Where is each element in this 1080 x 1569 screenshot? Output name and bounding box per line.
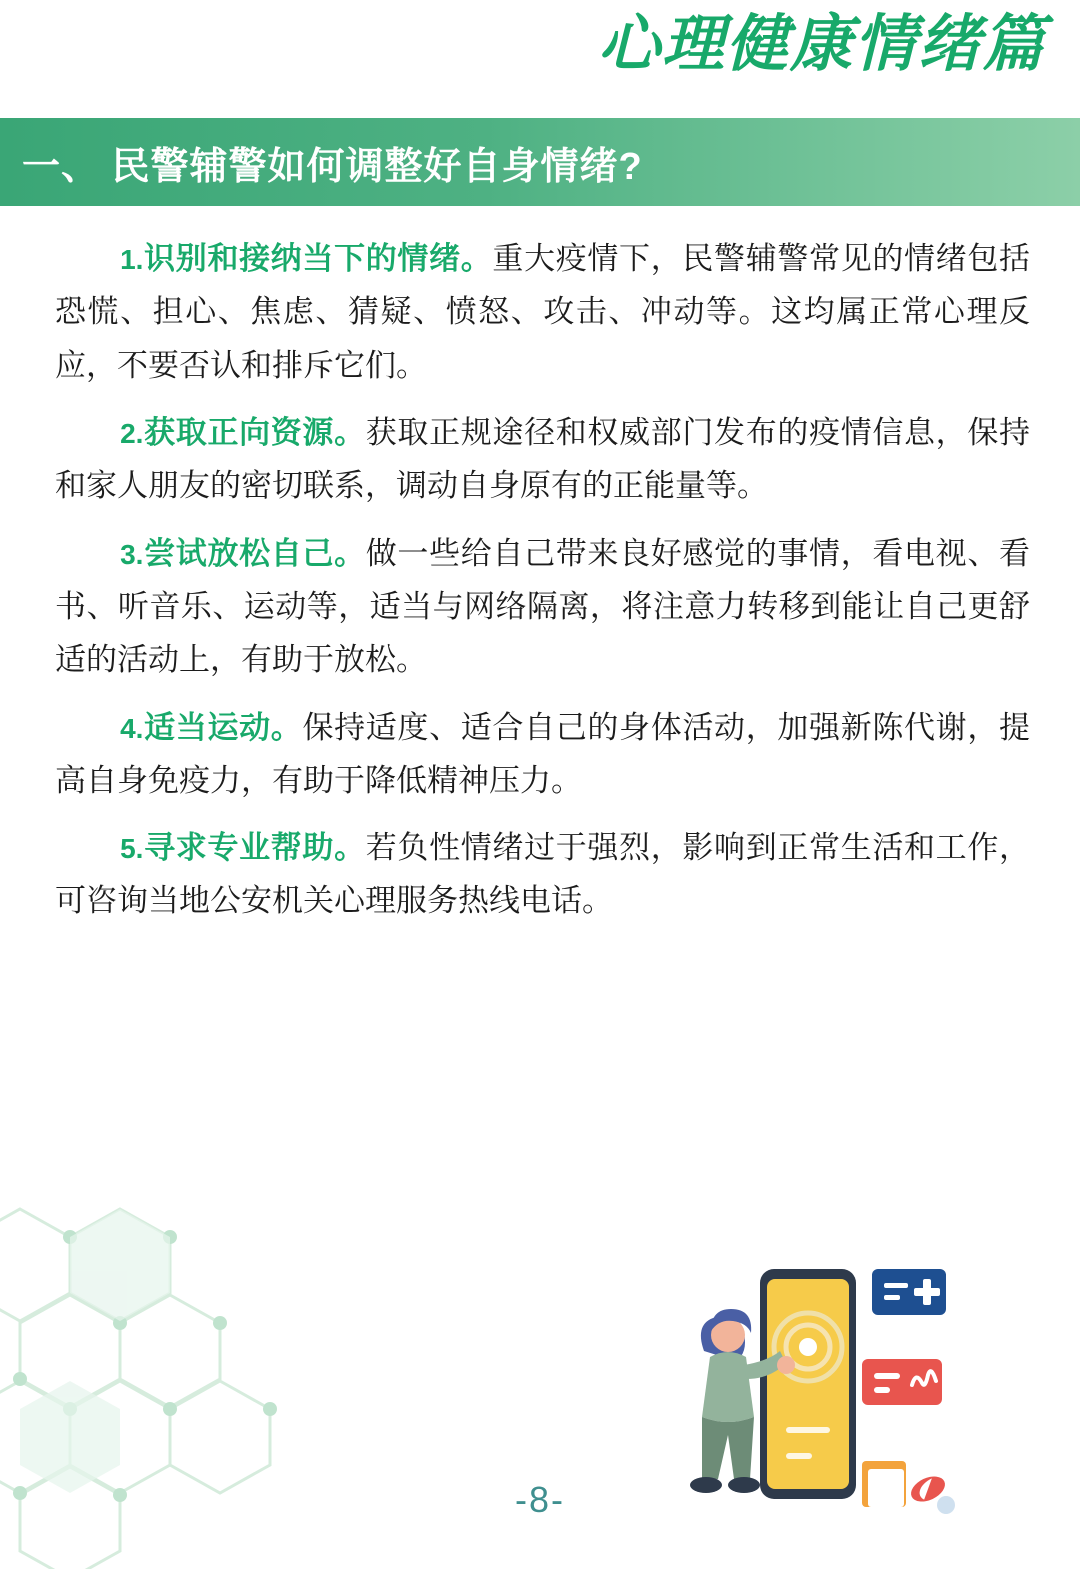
article-body (55, 232, 1030, 942)
page-header (0, 0, 1080, 118)
paragraph-3-lead: 尝试放松自己。 (143, 535, 366, 571)
paragraph-2-text: 获取正规途径和权威部门发布的疫情信息，保持和家人朋友的密切联系，调动自身原有的正能量等。 (55, 414, 1031, 504)
paragraph-5-number: 5. (120, 833, 144, 865)
paragraph-2-lead: 获取正向资源。 (143, 414, 366, 450)
paragraph-3 (55, 527, 1030, 687)
paragraph-4-text: 保持适度、适合自己的身体活动，加强新陈代谢，提高自身免疫力，有助于降低精神压力。 (55, 709, 1031, 798)
paragraph-3-text: 做一些给自己带来良好感觉的事情，看电视、看书、听音乐、运动等，适当与网络隔离，将注意力转移到能让自己更舒适的活动上，有助于放松。 (55, 535, 1031, 678)
paragraph-2-number: 2. (120, 417, 144, 449)
paragraph-4 (55, 701, 1030, 808)
paragraph-4-lead: 适当运动。 (143, 709, 303, 745)
page-number: -8- (515, 1479, 565, 1520)
paragraph-2 (55, 406, 1030, 513)
paragraph-3-number: 3. (120, 538, 144, 570)
paragraph-5 (55, 821, 1030, 928)
section-heading-text: 一、 民警辅警如何调整好自身情绪? (22, 145, 643, 188)
paragraph-1-lead: 识别和接纳当下的情绪。 (143, 241, 493, 276)
section-heading-bar (0, 118, 1080, 206)
paragraph-1-number: 1. (120, 244, 144, 275)
paragraph-1-text: 重大疫情下，民警辅警常见的情绪包括恐慌、担心、焦虑、猜疑、愤怒、攻击、冲动等。这均属正常心理反应，不要否认和排斥它们。 (55, 241, 1031, 383)
paragraph-5-lead: 寻求专业帮助。 (143, 830, 366, 866)
paragraph-5-text: 若负性情绪过于强烈，影响到正常生活和工作，可咨询当地公安机关心理服务热线电话。 (55, 830, 1031, 919)
paragraph-4-number: 4. (120, 712, 144, 744)
paragraph-1 (55, 232, 1030, 392)
page-title: 心理健康情绪篇 (597, 10, 1046, 79)
